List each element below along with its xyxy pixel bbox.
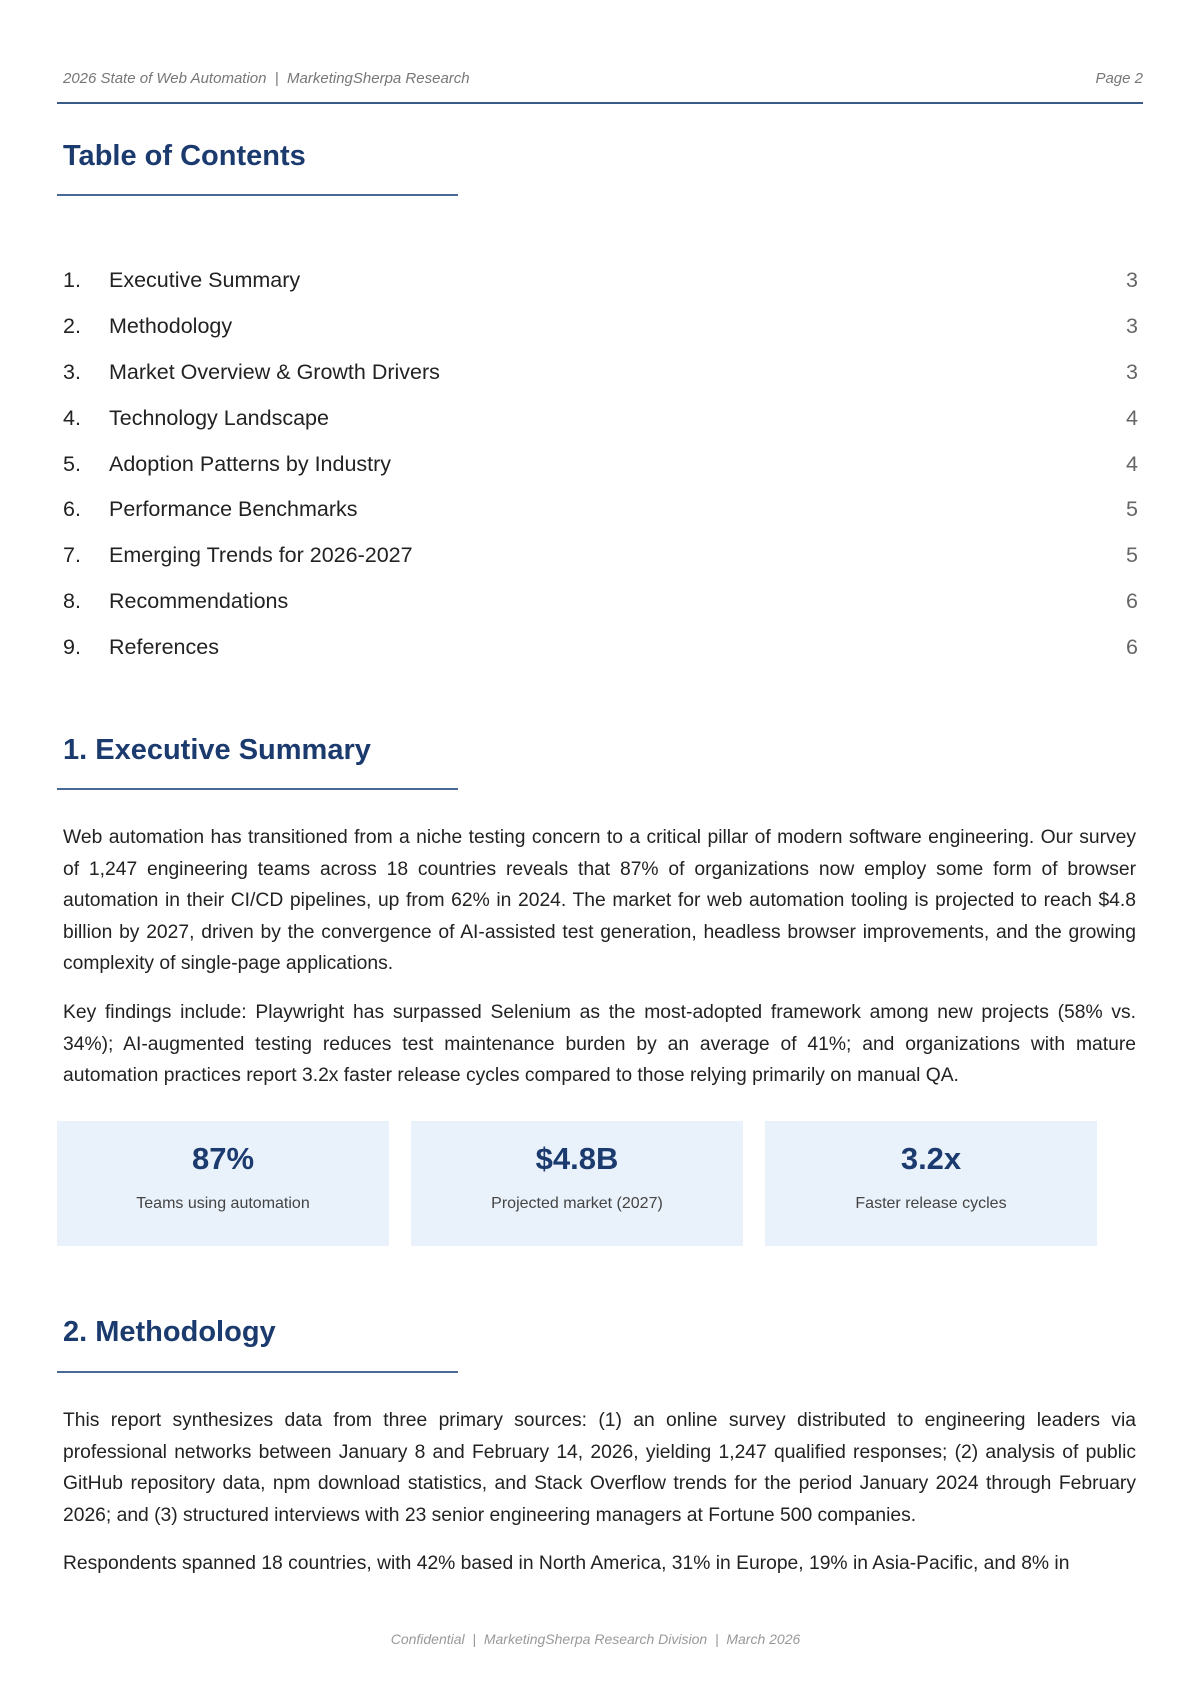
toc-entry-title: References [109, 634, 219, 659]
toc-entry-title: Methodology [109, 314, 233, 339]
key-stats [57, 1121, 1097, 1246]
executive-summary-heading: 1. Executive Summary [63, 734, 371, 766]
toc-entry[interactable] [63, 304, 1138, 350]
toc-entry[interactable] [63, 487, 1138, 533]
stat-card [57, 1121, 389, 1246]
toc-heading-underline [57, 194, 458, 196]
toc-entry-number: 1. [63, 268, 81, 293]
toc-entry-page: 5 [1126, 543, 1138, 568]
stat-value: 87% [191, 1141, 255, 1176]
methodology-underline [57, 1371, 458, 1373]
header-title: 2026 State of Web Automation | MarketingSherpa Research [63, 70, 470, 87]
toc-entry-number: 4. [63, 405, 81, 430]
toc-heading: Table of Contents [63, 140, 306, 172]
page-header [63, 70, 1143, 87]
toc-entry-page: 5 [1126, 497, 1138, 522]
toc-entry-page: 3 [1126, 268, 1138, 293]
toc-entry[interactable] [63, 395, 1138, 441]
stat-value: $4.8B [535, 1141, 619, 1176]
methodology-paragraph-2: Respondents spanned 18 countries, with 42% based in North America, 31% in Europe, 19% in Asia-Pacific, and 8% in [63, 1553, 1070, 1574]
toc-entry[interactable] [63, 624, 1138, 670]
stat-label: Faster release cycles [855, 1195, 1007, 1212]
toc-entry-title: Recommendations [109, 588, 289, 613]
page-number: Page 2 [1095, 70, 1143, 87]
toc-entry-number: 8. [63, 588, 81, 613]
toc-entry[interactable] [63, 441, 1138, 487]
toc-entry-number: 5. [63, 451, 81, 476]
toc-entry-number: 3. [63, 359, 81, 384]
toc-entry-title: Market Overview & Growth Drivers [109, 359, 440, 384]
toc-entry[interactable] [63, 579, 1138, 625]
stat-value: 3.2x [900, 1141, 962, 1176]
stat-card [411, 1121, 743, 1246]
stat-label: Projected market (2027) [491, 1195, 663, 1212]
toc-entry[interactable] [63, 533, 1138, 579]
toc-entry-number: 9. [63, 634, 81, 659]
toc-entry-page: 6 [1126, 588, 1138, 613]
toc-entry-page: 3 [1126, 359, 1138, 384]
toc-entry-page: 6 [1126, 634, 1138, 659]
toc-entry-page: 4 [1126, 451, 1138, 476]
methodology-heading: 2. Methodology [63, 1316, 276, 1348]
page-footer: Confidential | MarketingSherpa Research Division | March 2026 [390, 1631, 801, 1647]
toc-entry-title: Technology Landscape [109, 405, 329, 430]
toc-entry[interactable] [63, 258, 1138, 304]
toc-entry-page: 4 [1126, 405, 1138, 430]
toc-entry[interactable] [63, 350, 1138, 396]
methodology-paragraph-1: This report synthesizes data from three primary sources: (1) an online survey distributed to engineering leaders via professional networks between January 8 and February 14, 2026, yielding 1,247 qualified responses; (2) analysis of public GitHub repository data, npm download statistics, and Stack Overflow trends for the period January 2024 through February 2026; and (3) structured interviews with 23 senior engineering managers at Fortune 500 companies. [63, 1410, 1136, 1526]
stat-label: Teams using automation [136, 1195, 310, 1212]
executive-summary-paragraph-2: Key findings include: Playwright has surpassed Selenium as the most-adopted framework among new projects (58% vs. 34%); AI-augmented testing reduces test maintenance burden by an average of 41%; and organizations with mature automation practices report 3.2x faster release cycles compared to those relying primarily on manual QA. [63, 1002, 1136, 1087]
toc-entry-title: Executive Summary [109, 268, 301, 293]
executive-summary-underline [57, 788, 458, 790]
toc-entry-number: 6. [63, 497, 81, 522]
toc-entry-number: 2. [63, 314, 81, 339]
header-divider [57, 102, 1143, 104]
toc-entry-page: 3 [1126, 314, 1138, 339]
toc-entry-title: Emerging Trends for 2026-2027 [109, 543, 413, 568]
executive-summary-paragraph-1: Web automation has transitioned from a niche testing concern to a critical pillar of modern software engineering. Our survey of 1,247 engineering teams across 18 countries reveals that 87% of organizations now employ some form of browser automation in their CI/CD pipelines, up from 62% in 2024. The market for web automation tooling is projected to reach $4.8 billion by 2027, driven by the convergence of AI-assisted test generation, headless browser improvements, and the growing complexity of single-page applications. [63, 827, 1136, 975]
toc-entry-number: 7. [63, 543, 81, 568]
toc-entry-title: Performance Benchmarks [109, 497, 358, 522]
table-of-contents [63, 258, 1138, 670]
toc-entry-title: Adoption Patterns by Industry [109, 451, 392, 476]
stat-card [765, 1121, 1097, 1246]
